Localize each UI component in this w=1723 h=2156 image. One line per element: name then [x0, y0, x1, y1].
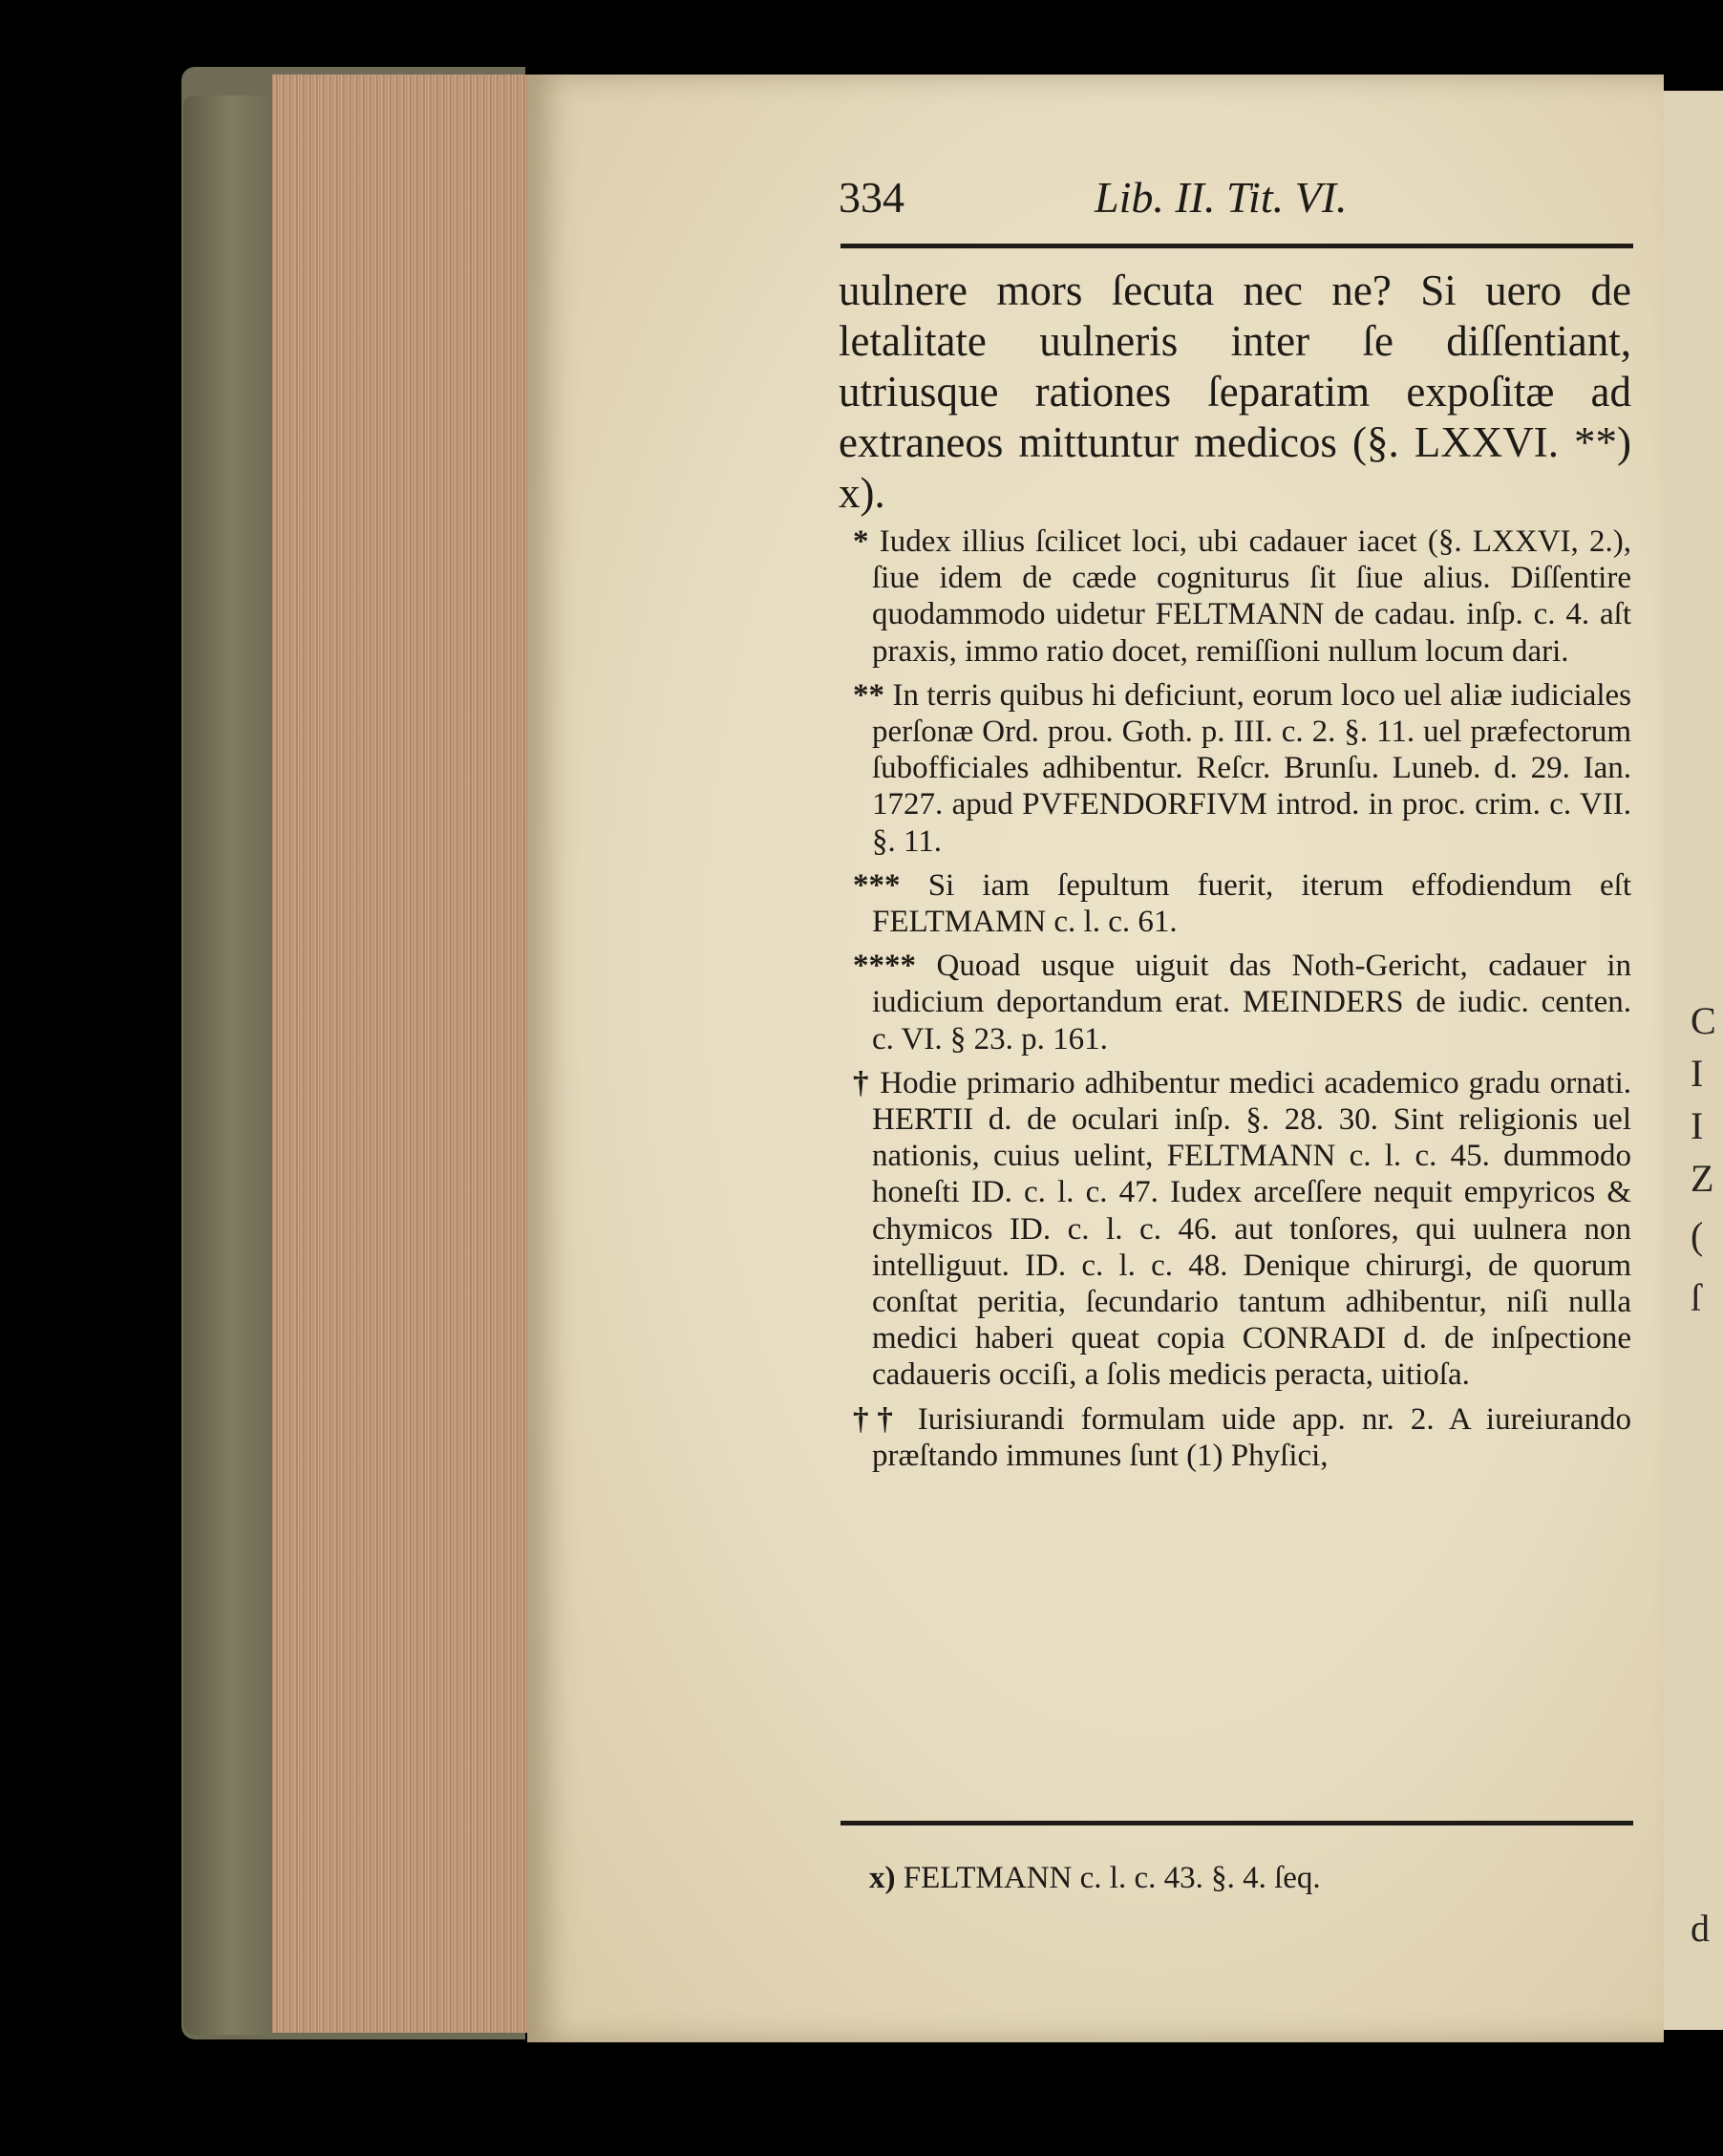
note-item	[853, 948, 1631, 1057]
next-page-fragment: d	[1691, 1907, 1710, 1950]
note-text: Hodie primario adhibentur medici academico gradu ornati. HERTII d. de oculari inſp. §. 28. 30. Sint religionis uel nationis, cuius uelint, FELTMANN c. l. c. 45. dummodo honeſti ID. c. l. c. 47. Iudex arceſſere nequit empyricos & chymicos ID. c. l. c. 46. aut tonſores, qui uulnera non intelliguut. ID. c. l. c. 48. Denique chirurgi, de quorum conſtat peritia, ſecundario tantum adhibentur, niſi nulla medici haberi queat copia CONRADI d. de inſpectione cadaueris occiſi, a ſolis medicis peracta, uitioſa.	[872, 1065, 1631, 1393]
note-text: Si iam ſepultum fuerit, iterum effodiendum eſt FELTMAMN c. l. c. 61.	[872, 867, 1631, 940]
footnote-text: FELTMANN c. l. c. 43. §. 4. ſeq.	[903, 1861, 1321, 1895]
note-item	[853, 677, 1631, 860]
main-text: uulnere mors ſecuta nec ne? Si uero de letalitate uulneris inter ſe diſſentiant, utriusque rationes ſeparatim expoſitæ ad extraneos mittuntur medicos (§. LXXVI. **) x).	[839, 267, 1631, 517]
running-head: Lib. II. Tit. VI.	[1095, 173, 1348, 222]
note-item	[853, 1401, 1631, 1474]
note-mark: *	[853, 524, 869, 559]
note-mark: ***	[853, 867, 901, 903]
note-item	[853, 523, 1631, 670]
note-text: In terris quibus hi deficiunt, eorum loco uel aliæ iudiciales perſonæ Ord. prou. Goth. p. III. c. 2. §. 11. uel præfectorum ſubofficiales adhibentur. Reſcr. Brunſu. Luneb. d. 29. Ian. 1727. apud PVFENDORFIVM introd. in proc. crim. c. VII. §. 11.	[872, 677, 1632, 859]
note-mark: **	[853, 677, 884, 713]
page-number: 334	[839, 173, 904, 222]
header-rule	[840, 244, 1633, 248]
note-item	[853, 867, 1631, 940]
notes-block	[853, 523, 1631, 1482]
book-spine	[183, 96, 279, 2035]
footnote-mark: x)	[869, 1861, 896, 1895]
next-page-fragment: I	[1691, 1104, 1704, 1147]
note-text: Iurisiurandi formulam uide app. nr. 2. A iureiurando præſtando immunes ſunt (1) Phyſici,	[872, 1401, 1632, 1473]
next-page-edge	[1664, 91, 1723, 2030]
note-mark: ††	[853, 1401, 902, 1437]
next-page-fragment: I	[1691, 1052, 1704, 1095]
next-page-fragment: Z	[1691, 1157, 1714, 1200]
page-edges	[272, 75, 530, 2033]
note-mark: †	[853, 1065, 871, 1100]
next-page-fragment: C	[1691, 999, 1716, 1042]
note-text: Iudex illius ſcilicet loci, ubi cadauer iacet (§. LXXVI, 2.), ſiue idem de cæde cogniturus ſit ſiue alius. Diſſentire quodammodo uidetur FELTMANN de cadau. inſp. c. 4. aſt praxis, immo ratio docet, remiſſioni nullum locum dari.	[872, 524, 1631, 669]
next-page-fragment: (	[1691, 1214, 1704, 1257]
footnote-rule	[840, 1821, 1633, 1825]
footnote	[869, 1861, 1538, 1896]
note-text: Quoad usque uiguit das Noth-Gericht, cadauer in iudicium deportandum erat. MEINDERS de iudic. centen. c. VI. § 23. p. 161.	[872, 949, 1631, 1057]
page-header	[839, 172, 1507, 229]
note-item	[853, 1065, 1631, 1394]
next-page-fragment: ſ	[1691, 1276, 1702, 1319]
note-mark: ****	[853, 949, 916, 984]
